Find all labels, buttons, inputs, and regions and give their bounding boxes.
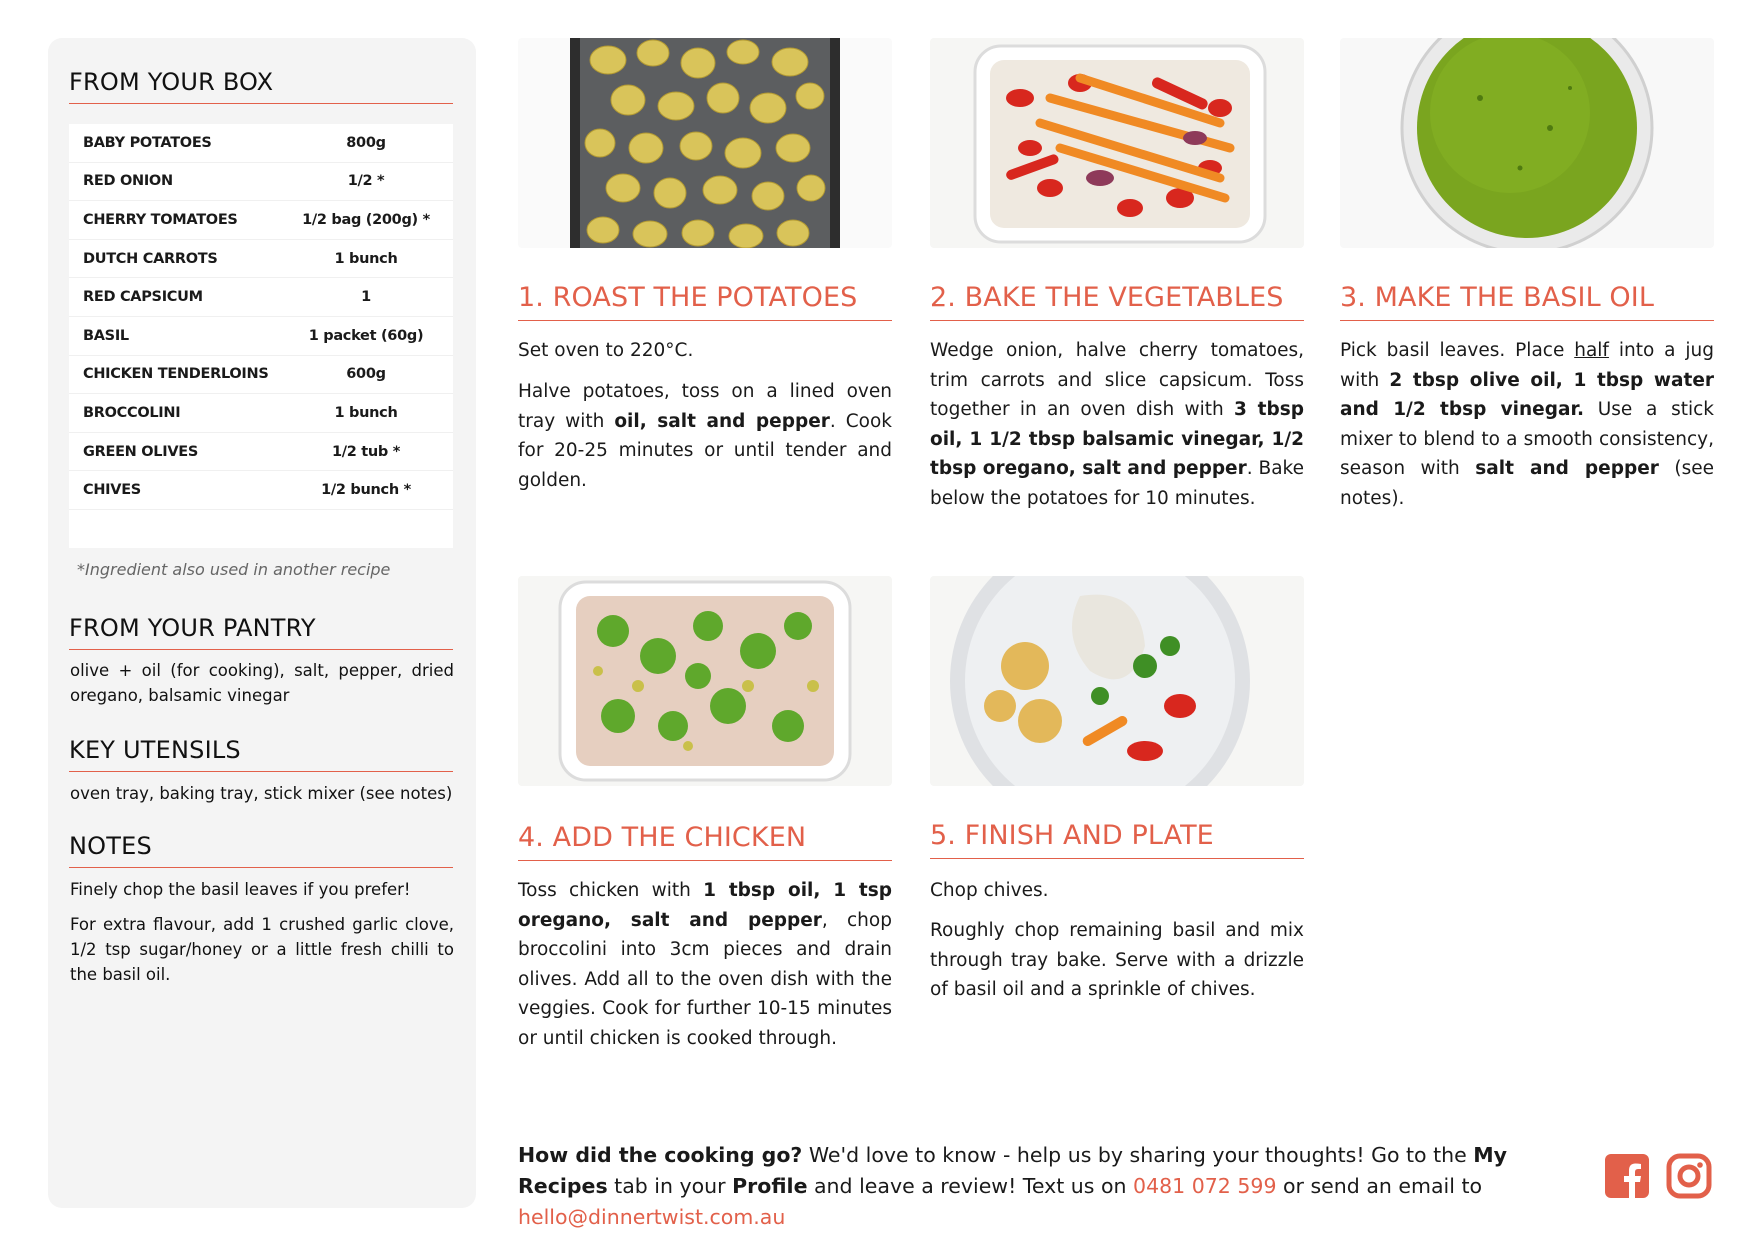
- ingredient-row: BASIL 1 packet (60g): [69, 317, 453, 356]
- step-3-title: 3. MAKE THE BASIL OIL: [1340, 282, 1714, 321]
- step-3-photo: [1340, 38, 1714, 248]
- pantry-title: FROM YOUR PANTRY: [69, 614, 453, 650]
- ingredient-row: RED ONION 1/2 *: [69, 163, 453, 202]
- ingredient-row: RED CAPSICUM 1: [69, 278, 453, 317]
- ingredient-footnote: *Ingredient also used in another recipe: [77, 560, 391, 579]
- step-3-text: Pick basil leaves. Place half into a jug with 2 tbsp olive oil, 1 tbsp water and 1/2 tbsp vinegar. Use a stick mixer to blend to a smooth consistency, season with salt and pepper (see notes).: [1340, 340, 1715, 509]
- ingredient-row: BABY POTATOES 800g: [69, 124, 453, 163]
- step-1-text-1: Set oven to 220°C.: [518, 340, 694, 361]
- ingredients-sidebar: [48, 38, 476, 1208]
- notes-text-1: Finely chop the basil leaves if you prefer!: [70, 880, 411, 899]
- step-1-photo: [518, 38, 892, 248]
- utensils-text: oven tray, baking tray, stick mixer (see notes): [70, 784, 453, 803]
- step-5-photo: [930, 576, 1304, 786]
- pantry-text: olive + oil (for cooking), salt, pepper, dried oregano, balsamic vinegar: [70, 661, 454, 705]
- phone-link[interactable]: 0481 072 599: [1133, 1174, 1277, 1198]
- step-5-text-2: Roughly chop remaining basil and mix through tray bake. Serve with a drizzle of basil oil and a sprinkle of chives.: [930, 920, 1304, 1000]
- step-2-text: Wedge onion, halve cherry tomatoes, trim carrots and slice capsicum. Toss together in an oven dish with 3 tbsp oil, 1 1/2 tbsp balsamic vinegar, 1/2 tbsp oregano, salt and pepper. Bake below the potatoes for 10 minutes.: [930, 340, 1304, 509]
- notes-text-2: For extra flavour, add 1 crushed garlic clove, 1/2 tsp sugar/honey or a little fresh chilli to the basil oil.: [70, 915, 454, 984]
- step-2-photo: [930, 38, 1304, 248]
- instagram-icon[interactable]: [1666, 1153, 1712, 1199]
- step-5-title: 5. FINISH AND PLATE: [930, 820, 1304, 859]
- step-1-title: 1. ROAST THE POTATOES: [518, 282, 892, 321]
- ingredient-row: CHIVES 1/2 bunch *: [69, 471, 453, 510]
- step-2-title: 2. BAKE THE VEGETABLES: [930, 282, 1304, 321]
- step-4-text: Toss chicken with 1 tbsp oil, 1 tsp oregano, salt and pepper, chop broccolini into 3cm pieces and drain olives. Add all to the oven dish with the veggies. Cook for further 10-15 minutes or until chicken is cooked through.: [518, 880, 892, 1049]
- ingredients-table: [69, 124, 453, 548]
- facebook-icon[interactable]: [1604, 1153, 1650, 1199]
- step-1-text-2: Halve potatoes, toss on a lined oven tray with oil, salt and pepper. Cook for 20-25 minutes or until tender and golden.: [518, 381, 893, 491]
- ingredient-row: CHICKEN TENDERLOINS 600g: [69, 356, 453, 395]
- step-4-photo: [518, 576, 892, 786]
- ingredient-row: GREEN OLIVES 1/2 tub *: [69, 433, 453, 472]
- email-link[interactable]: hello@dinnertwist.com.au: [518, 1205, 786, 1229]
- ingredient-row: DUTCH CARROTS 1 bunch: [69, 240, 453, 279]
- ingredient-row: BROCCOLINI 1 bunch: [69, 394, 453, 433]
- box-title: FROM YOUR BOX: [69, 68, 453, 104]
- notes-title: NOTES: [69, 832, 453, 868]
- feedback-footer: How did the cooking go? We'd love to know - help us by sharing your thoughts! Go to the My Recipes tab in your Profile and leave a review! Text us on 0481 072 599 or send an email to hello@dinnertwist.com.au: [518, 1143, 1508, 1229]
- step-5-text-1: Chop chives.: [930, 880, 1049, 901]
- ingredient-row: CHERRY TOMATOES 1/2 bag (200g) *: [69, 201, 453, 240]
- step-4-title: 4. ADD THE CHICKEN: [518, 822, 892, 861]
- utensils-title: KEY UTENSILS: [69, 736, 453, 772]
